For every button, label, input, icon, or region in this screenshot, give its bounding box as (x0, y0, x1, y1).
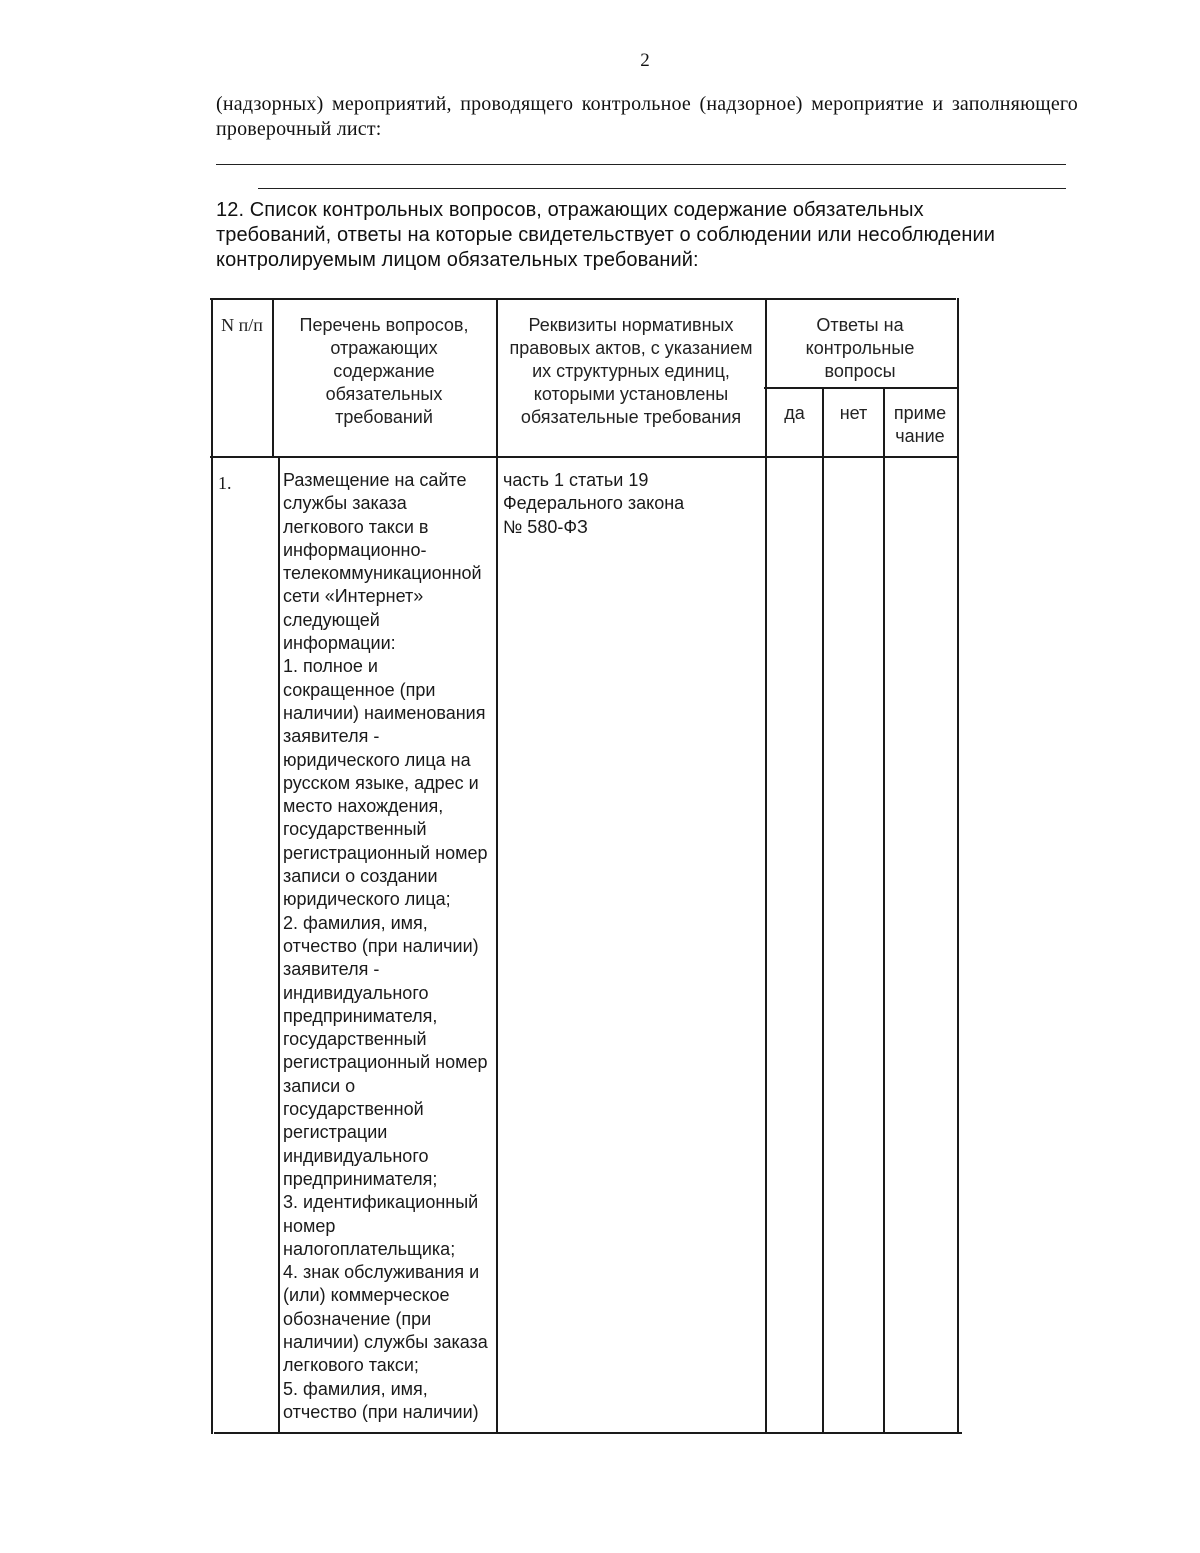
cell-text-line: юридического лица; (283, 889, 451, 910)
col-divider-1 (272, 298, 274, 458)
row-1-requisites (503, 469, 761, 539)
cell-text-line: 2. фамилия, имя, (283, 912, 428, 933)
table-bottom-border (214, 1432, 962, 1434)
table-left-border (211, 298, 213, 1434)
cell-text-line: заявителя - (283, 959, 380, 980)
cell-text-line: следующей (283, 609, 380, 630)
cell-text-line: записи о создании (283, 866, 438, 887)
cell-text-line: легкового такси в (283, 516, 429, 537)
cell-text-line: телекоммуникационной (283, 563, 482, 584)
cell-text-line: 5. фамилия, имя, (283, 1378, 428, 1399)
cell-text-line: индивидуального (283, 1145, 429, 1166)
col-divider-5 (883, 388, 885, 1432)
cell-text-line: легкового такси; (283, 1355, 419, 1376)
page-number: 2 (640, 50, 650, 71)
cell-text-line: № 580-ФЗ (503, 516, 588, 537)
cell-text-line: место нахождения, (283, 796, 444, 817)
row-1-number: 1. (218, 473, 232, 493)
cell-text-line: 4. знак обслуживания и (283, 1262, 480, 1283)
table-right-border (957, 298, 959, 1434)
col-divider-1-body (278, 458, 280, 1432)
cell-text-line: 1. полное и (283, 656, 378, 677)
section-12-heading (216, 198, 996, 273)
cell-text-line: государственной (283, 1099, 424, 1120)
cell-text-line: регистрации (283, 1122, 388, 1143)
header-number: N п/п (221, 315, 263, 335)
section-line: требований, ответы на которые свидетельствует о соблюдении или несоблюдении (216, 224, 996, 246)
cell-text-line: информационно- (283, 539, 427, 560)
cell-text-line: номер (283, 1215, 336, 1236)
cell-text-line: индивидуального (283, 982, 429, 1003)
cell-text-line: регистрационный номер (283, 1052, 488, 1073)
cell-text-line: юридического лица на (283, 749, 471, 770)
cell-text-line: предпринимателя; (283, 1168, 438, 1189)
cell-text-line: обозначение (при (283, 1308, 432, 1329)
fill-in-line-1 (216, 164, 1066, 165)
col-divider-4 (822, 388, 824, 1432)
cell-text-line: информации: (283, 633, 396, 654)
header-note: приме чание (893, 403, 947, 446)
cell-text-line: наличии) службы заказа (283, 1331, 488, 1352)
cell-text-line: Федерального закона (503, 493, 685, 514)
section-line: контролируемым лицом обязательных требований: (216, 249, 699, 271)
col-divider-2 (496, 298, 498, 1432)
cell-text-line: часть 1 статьи 19 (503, 470, 649, 490)
cell-text-line: службы заказа (283, 493, 407, 514)
cell-text-line: записи о (283, 1075, 356, 1096)
cell-text-line: (или) коммерческое (283, 1285, 450, 1306)
header-yes: да (784, 403, 805, 423)
cell-text-line: отчество (при наличии) (283, 935, 479, 956)
header-bottom-border (210, 456, 958, 458)
answers-subheader-border (764, 387, 958, 389)
cell-text-line: налогоплательщика; (283, 1238, 456, 1259)
cell-text-line: заявителя - (283, 726, 380, 747)
row-1-question (283, 469, 495, 1424)
cell-text-line: сети «Интернет» (283, 586, 424, 607)
header-answers: Ответы на контрольные вопросы (805, 315, 915, 381)
cell-text-line: 3. идентификационный (283, 1192, 479, 1213)
header-requisites: Реквизиты нормативных правовых актов, с указанием их структурных единиц, которыми установлены обязательные требования (509, 315, 753, 427)
cell-text-line: наличии) наименования (283, 702, 486, 723)
cell-text-line: государственный (283, 819, 427, 840)
intro-paragraph: (надзорных) мероприятий, проводящего контрольное (надзорное) мероприятие и заполняющего проверочный лист: (216, 93, 1078, 140)
header-no: нет (839, 403, 868, 423)
cell-text-line: предпринимателя, (283, 1005, 438, 1026)
cell-text-line: Размещение на сайте (283, 470, 467, 490)
cell-text-line: сокращенное (при (283, 679, 436, 700)
cell-text-line: русском языке, адрес и (283, 772, 479, 793)
table-top-border (210, 298, 956, 300)
col-divider-3 (765, 298, 767, 1432)
cell-text-line: отчество (при наличии) (283, 1401, 479, 1422)
section-line: 12. Список контрольных вопросов, отражающих содержание обязательных (216, 199, 924, 221)
cell-text-line: регистрационный номер (283, 842, 488, 863)
header-questions: Перечень вопросов, отражающих содержание обязательных требований (299, 315, 469, 427)
fill-in-line-2 (258, 188, 1066, 189)
cell-text-line: государственный (283, 1029, 427, 1050)
